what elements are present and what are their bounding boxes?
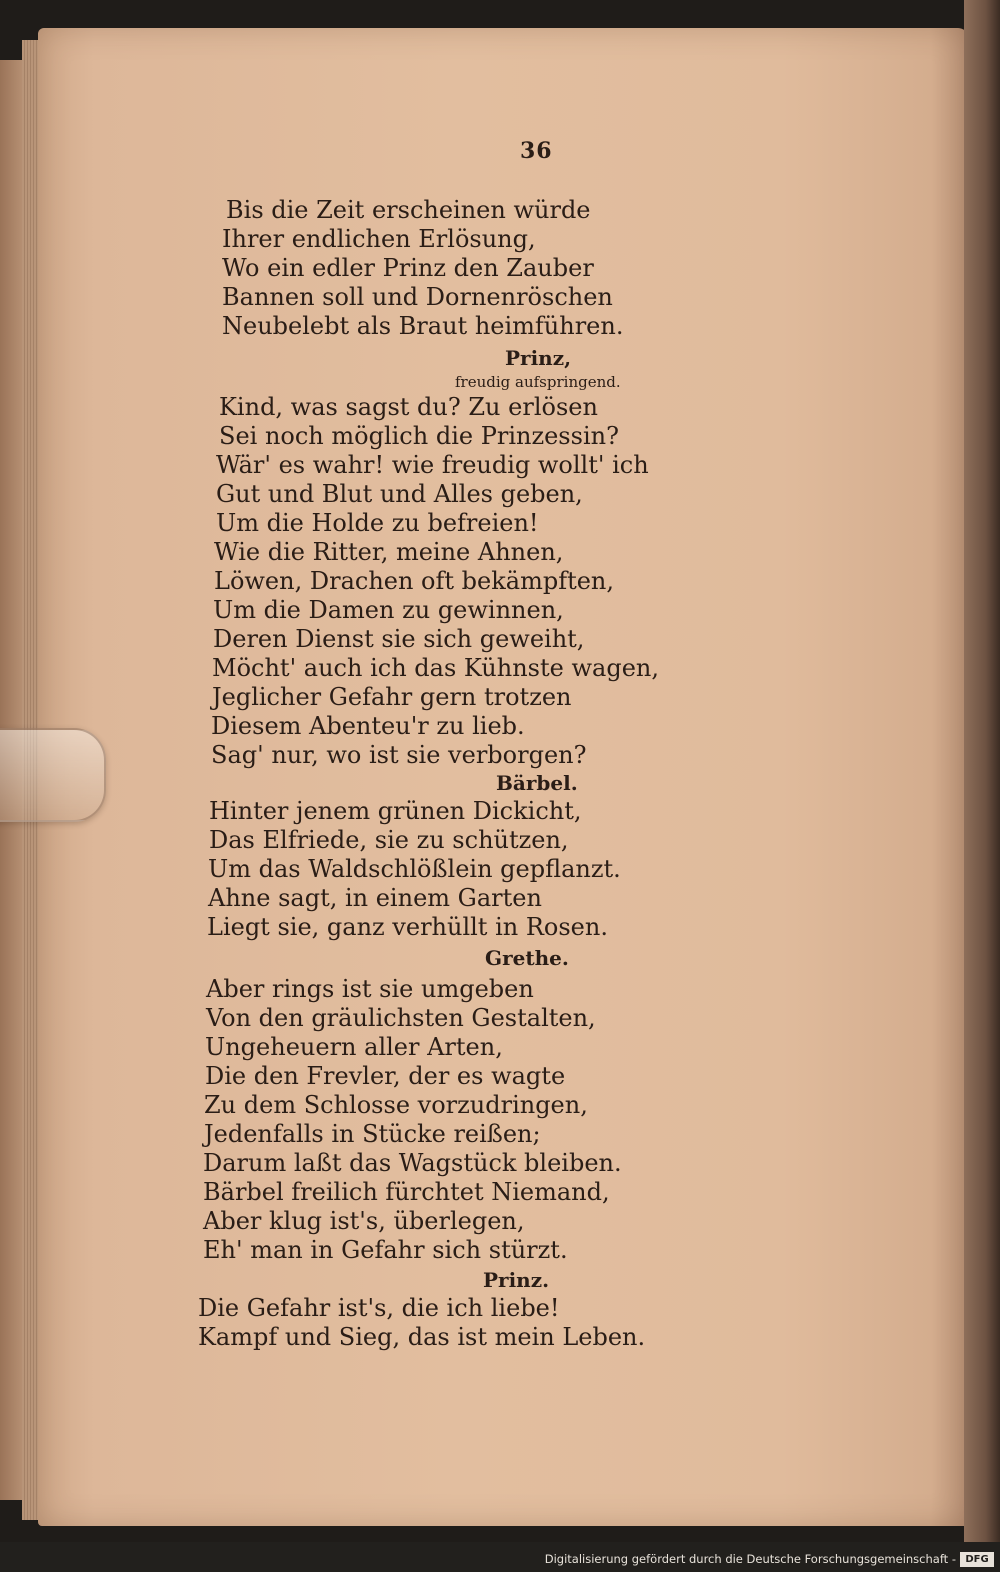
verse-line: Darum laßt das Wagstück bleiben. xyxy=(203,1149,622,1177)
verse-line: Ahne sagt, in einem Garten xyxy=(208,884,542,912)
verse-line: Das Elfriede, sie zu schützen, xyxy=(209,826,569,854)
dfg-logo: DFG xyxy=(960,1552,994,1567)
verse-line: Zu dem Schlosse vorzudringen, xyxy=(204,1091,588,1119)
verse-line: Aber klug ist's, überlegen, xyxy=(203,1207,525,1235)
verse-line: Wo ein edler Prinz den Zauber xyxy=(222,254,594,282)
verse-line: Von den gräulichsten Gestalten, xyxy=(206,1004,596,1032)
digitization-credit: Digitalisierung gefördert durch die Deutsche Forschungsgemeinschaft - xyxy=(544,1552,956,1566)
verse-line: Eh' man in Gefahr sich stürzt. xyxy=(203,1236,568,1264)
verse-line: Ihrer endlichen Erlösung, xyxy=(222,225,536,253)
speaker-name: Prinz. xyxy=(483,1268,550,1292)
verse-line: Liegt sie, ganz verhüllt in Rosen. xyxy=(207,913,608,941)
verse-line: Jeglicher Gefahr gern trotzen xyxy=(212,683,572,711)
verse-line: Sag' nur, wo ist sie verborgen? xyxy=(211,741,587,769)
verse-line: Diesem Abenteu'r zu lieb. xyxy=(211,712,525,740)
verse-line: Bärbel freilich fürchtet Niemand, xyxy=(203,1178,610,1206)
verse-line: Aber rings ist sie umgeben xyxy=(206,975,534,1003)
verse-line: Bannen soll und Dornenröschen xyxy=(222,283,613,311)
page-number: 36 xyxy=(520,138,553,164)
speaker-name: Grethe. xyxy=(485,946,569,970)
verse-line: Die den Frevler, der es wagte xyxy=(205,1062,566,1090)
verse-line: Um die Holde zu befreien! xyxy=(216,509,539,537)
verse-line: Hinter jenem grünen Dickicht, xyxy=(209,797,582,825)
verse-line: Neubelebt als Braut heimführen. xyxy=(222,312,624,340)
speaker-name: Bärbel. xyxy=(496,771,578,795)
verse-line: Die Gefahr ist's, die ich liebe! xyxy=(198,1294,560,1322)
speaker-name: Prinz, xyxy=(505,346,572,370)
verse-line: Um die Damen zu gewinnen, xyxy=(213,596,564,624)
verse-line: Löwen, Drachen oft bekämpften, xyxy=(214,567,615,595)
verse-line: Deren Dienst sie sich geweiht, xyxy=(213,625,585,653)
verse-line: Kind, was sagst du? Zu erlösen xyxy=(219,393,598,421)
verse-line: Um das Waldschlößlein gepflanzt. xyxy=(208,855,621,883)
verse-line: Sei noch möglich die Prinzessin? xyxy=(219,422,619,450)
verse-line: Bis die Zeit erscheinen würde xyxy=(226,196,591,224)
verse-line: Kampf und Sieg, das ist mein Leben. xyxy=(198,1323,646,1351)
verse-line: Ungeheuern aller Arten, xyxy=(205,1033,503,1061)
stage-direction: freudig aufspringend. xyxy=(455,373,621,391)
verse-line: Wie die Ritter, meine Ahnen, xyxy=(214,538,564,566)
verse-line: Wär' es wahr! wie freudig wollt' ich xyxy=(216,451,649,479)
verse-line: Möcht' auch ich das Kühnste wagen, xyxy=(212,654,659,682)
verse-line: Gut und Blut und Alles geben, xyxy=(216,480,583,508)
verse-line: Jedenfalls in Stücke reißen; xyxy=(204,1120,541,1148)
